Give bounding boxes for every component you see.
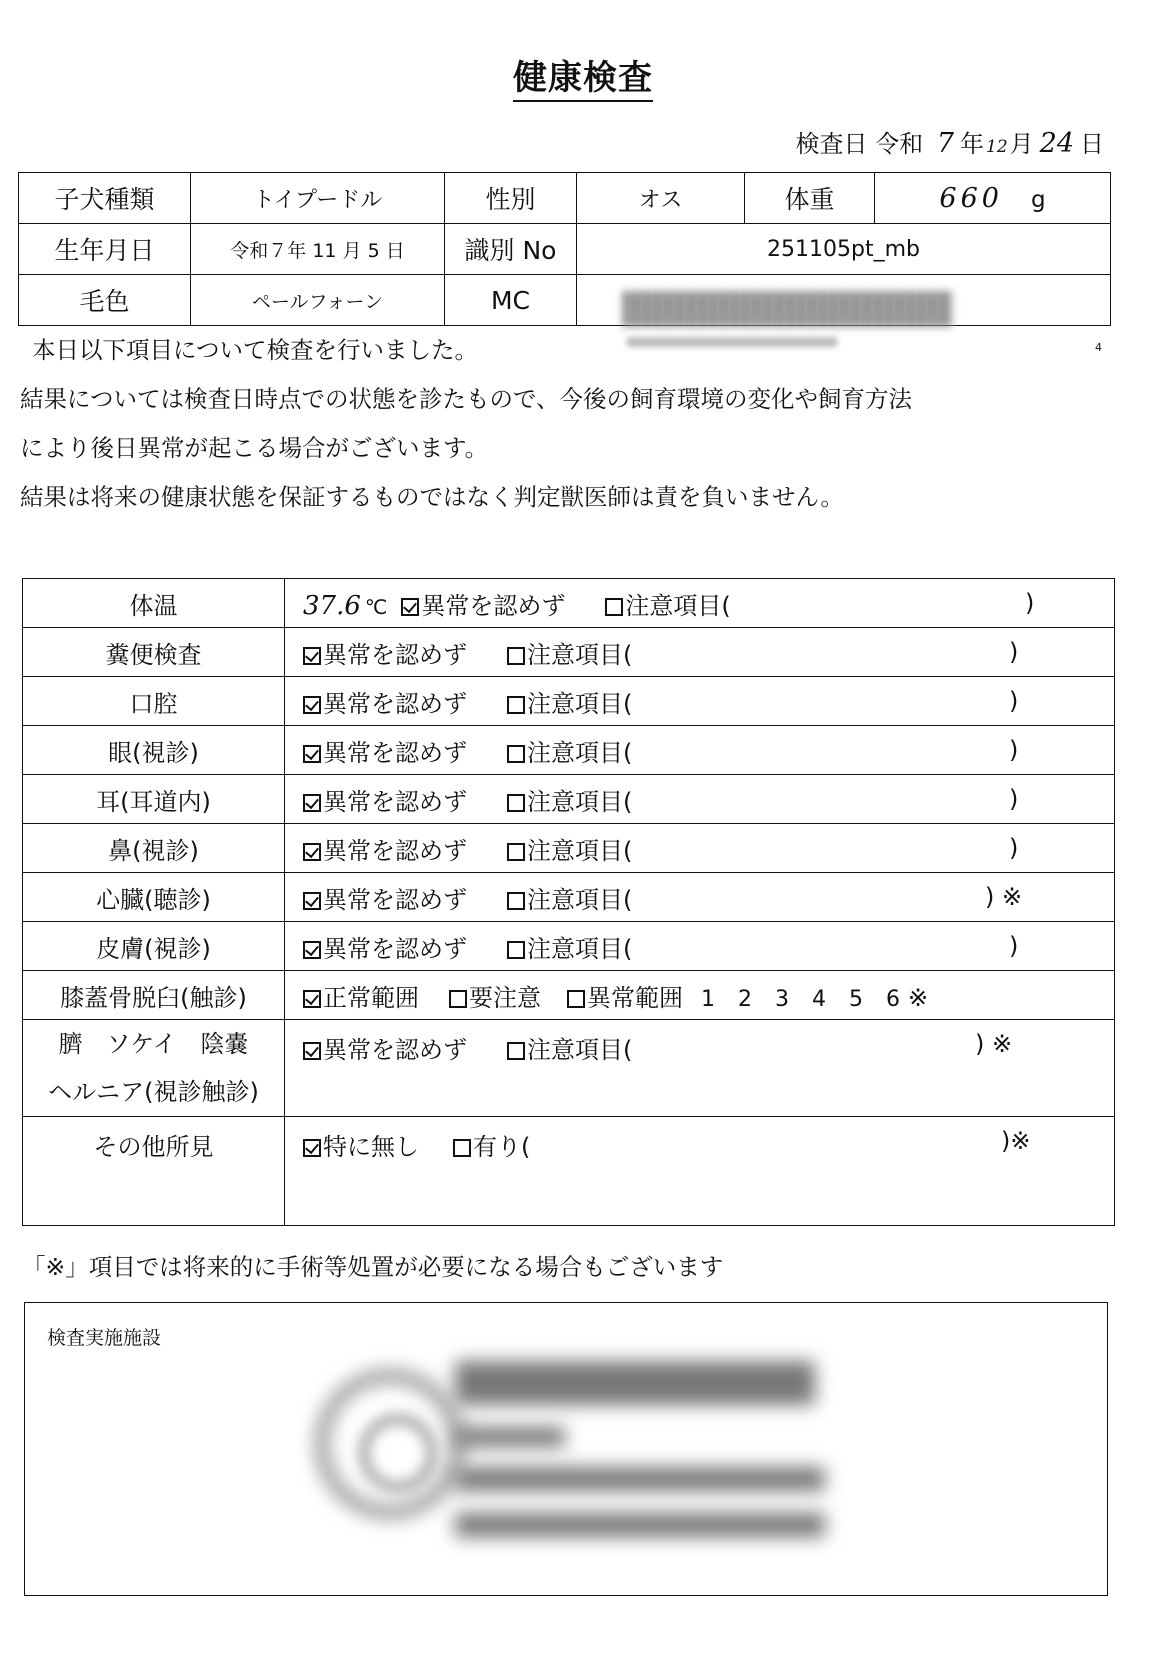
color-label: 毛色 (19, 275, 191, 326)
breed-label: 子犬種類 (19, 173, 191, 224)
close-paren: ) ※ (985, 883, 1023, 911)
normal-option[interactable]: 異常を認めず (303, 782, 467, 817)
blurred-stamp-center (360, 1415, 436, 1491)
checkbox-icon (507, 696, 525, 714)
checkbox-icon (507, 843, 525, 861)
exam-row (23, 824, 1115, 873)
corner-mark: 4 (1095, 341, 1102, 354)
caution-option[interactable]: 注意項目( (507, 929, 632, 964)
exam-result (285, 726, 1115, 775)
day-unit: 日 (1080, 130, 1104, 158)
exam-result (285, 677, 1115, 726)
caution-option[interactable]: 注意項目( (507, 1030, 632, 1065)
normal-option[interactable]: 異常を認めず (303, 684, 467, 719)
breed-value: トイプードル (191, 173, 445, 224)
weight-cell (875, 173, 1111, 224)
checked-checkbox-icon (303, 1139, 321, 1157)
normal-option[interactable]: 異常を認めず (303, 831, 467, 866)
caution-option[interactable]: 注意項目( (507, 684, 632, 719)
exam-row (23, 628, 1115, 677)
facility-label: 検査実施施設 (47, 1327, 162, 1349)
caution-option[interactable]: 注意項目( (507, 635, 632, 670)
exam-row (23, 677, 1115, 726)
checked-checkbox-icon (303, 990, 321, 1008)
sex-label: 性別 (445, 173, 577, 224)
document-title: 健康検査 (0, 50, 1166, 99)
checked-checkbox-icon (303, 794, 321, 812)
grade-numbers: 1 2 3 4 5 6 (701, 986, 908, 1012)
exam-result (285, 873, 1115, 922)
exam-result (285, 922, 1115, 971)
date-label: 検査日 (795, 130, 868, 158)
exam-item-label (23, 1020, 285, 1117)
surgery-note-mark: ※ (1002, 883, 1023, 911)
month-unit: 月 (1009, 130, 1034, 158)
caution-option[interactable]: 注意項目( (507, 782, 632, 817)
exam-item-label: 眼(視診) (23, 726, 285, 775)
date-day: 24 (1039, 128, 1074, 159)
checkbox-icon (507, 794, 525, 812)
caution-option[interactable]: 注意項目( (507, 831, 632, 866)
blurred-postal-code (455, 1427, 565, 1447)
exam-item-label: 鼻(視診) (23, 824, 285, 873)
surgery-note-mark: ※ (992, 1030, 1013, 1058)
surgery-note-mark: ※ (1010, 1127, 1031, 1155)
checkbox-icon (507, 941, 525, 959)
checked-checkbox-icon (303, 1042, 321, 1060)
normal-option[interactable]: 異常を認めず (303, 929, 467, 964)
close-paren: ) (1009, 834, 1019, 862)
weight-value: 660 (939, 182, 1003, 214)
date-year: 7 (936, 128, 954, 159)
checkbox-icon (507, 745, 525, 763)
checkbox-icon (605, 598, 623, 616)
exam-row (23, 775, 1115, 824)
blurred-address (455, 1467, 825, 1491)
checked-checkbox-icon (303, 843, 321, 861)
exam-item-label: 口腔 (23, 677, 285, 726)
exam-result (285, 824, 1115, 873)
color-value: ペールフォーン (191, 275, 445, 326)
checkbox-icon (507, 647, 525, 665)
checkbox-icon (507, 1042, 525, 1060)
temperature-value: 37.6 (303, 590, 361, 621)
birth-value: 令和７年 11 月 5 日 (191, 224, 445, 275)
microchip-barcode-cell (577, 275, 1111, 354)
notice-line: 結果については検査日時点での状態を診たもので、今後の飼育環境の変化や飼育方法 (20, 385, 913, 413)
caution-option[interactable]: 注意項目( (507, 733, 632, 768)
none-option[interactable]: 特に無し (303, 1127, 419, 1162)
facility-box (24, 1302, 1108, 1596)
surgery-note-mark: ※ (907, 983, 929, 1012)
exam-row (23, 873, 1115, 922)
blurred-phone (455, 1513, 825, 1537)
checked-checkbox-icon (303, 892, 321, 910)
close-paren: ) (1009, 687, 1019, 715)
exam-row (23, 922, 1115, 971)
temperature-unit: ℃ (364, 594, 388, 619)
normal-option[interactable]: 異常を認めず (303, 880, 467, 915)
checkbox-icon (507, 892, 525, 910)
exam-result (285, 579, 1115, 628)
notice-line: 本日以下項目について検査を行いました。 (32, 336, 479, 364)
exam-result (285, 971, 1115, 1020)
normal-option[interactable]: 異常を認めず (303, 1030, 467, 1065)
exam-item-label: 耳(耳道内) (23, 775, 285, 824)
close-paren: ) (1025, 589, 1035, 617)
caution-option[interactable]: 注意項目( (507, 880, 632, 915)
attention-option[interactable]: 要注意 (449, 978, 541, 1013)
exam-date (796, 124, 1104, 159)
checked-checkbox-icon (303, 941, 321, 959)
id-label: 識別 No (445, 224, 577, 275)
date-month: 12 (986, 137, 1008, 157)
abnormal-range-option[interactable]: 異常範囲 (567, 978, 683, 1013)
checked-checkbox-icon (303, 696, 321, 714)
notice-text (20, 326, 1140, 522)
exam-result (285, 1117, 1115, 1226)
checked-checkbox-icon (303, 647, 321, 665)
present-option[interactable]: 有り( (453, 1127, 530, 1162)
checkbox-icon (453, 1139, 471, 1157)
blurred-barcode (623, 291, 953, 327)
weight-unit: g (1030, 186, 1046, 213)
checkbox-icon (567, 990, 585, 1008)
normal-range-option[interactable]: 正常範囲 (303, 978, 419, 1013)
year-unit: 年 (960, 130, 984, 158)
blurred-clinic-name (455, 1361, 815, 1405)
close-paren: ) (1009, 736, 1019, 764)
exam-result (285, 1020, 1115, 1117)
normal-option[interactable]: 異常を認めず (303, 733, 467, 768)
close-paren: ) (1009, 638, 1019, 666)
exam-item-label: 体温 (23, 579, 285, 628)
exam-row-patella (23, 971, 1115, 1020)
exam-item-label: 膝蓋骨脱臼(触診) (23, 971, 285, 1020)
exam-row-hernia (23, 1020, 1115, 1117)
mc-label: MC (445, 275, 577, 326)
exam-results-table (22, 578, 1115, 1226)
caution-option[interactable]: 注意項目( (605, 586, 730, 621)
exam-item-label: 糞便検査 (23, 628, 285, 677)
checked-checkbox-icon (303, 745, 321, 763)
hernia-label-line: ヘルニア(視診触診) (48, 1078, 259, 1106)
notice-line: 結果は将来の健康状態を保証するものではなく判定獣医師は責を負いません。 (20, 483, 844, 511)
exam-row-temperature (23, 579, 1115, 628)
normal-option[interactable]: 異常を認めず (401, 586, 565, 621)
close-paren: ) (1009, 932, 1019, 960)
close-paren: )※ (1001, 1127, 1031, 1155)
birth-label: 生年月日 (19, 224, 191, 275)
id-value: 251105pt_mb (577, 224, 1111, 275)
date-era: 令和 (875, 130, 924, 158)
exam-item-label: 皮膚(視診) (23, 922, 285, 971)
exam-result (285, 775, 1115, 824)
close-paren: ) ※ (975, 1030, 1013, 1058)
surgery-caveat-note: 「※」項目では将来的に手術等処置が必要になる場合もございます (22, 1253, 724, 1281)
exam-row-other (23, 1117, 1115, 1226)
hernia-label-line: 臍 ソケイ 陰嚢 (58, 1030, 249, 1058)
exam-result (285, 628, 1115, 677)
sex-value: オス (577, 173, 745, 224)
weight-label: 体重 (745, 173, 875, 224)
normal-option[interactable]: 異常を認めず (303, 635, 467, 670)
notice-line: により後日異常が起こる場合がございます。 (20, 434, 489, 462)
exam-item-label: 心臓(聴診) (23, 873, 285, 922)
checkbox-icon (449, 990, 467, 1008)
exam-item-label: その他所見 (23, 1117, 285, 1226)
exam-row (23, 726, 1115, 775)
checked-checkbox-icon (401, 598, 419, 616)
close-paren: ) (1009, 785, 1019, 813)
